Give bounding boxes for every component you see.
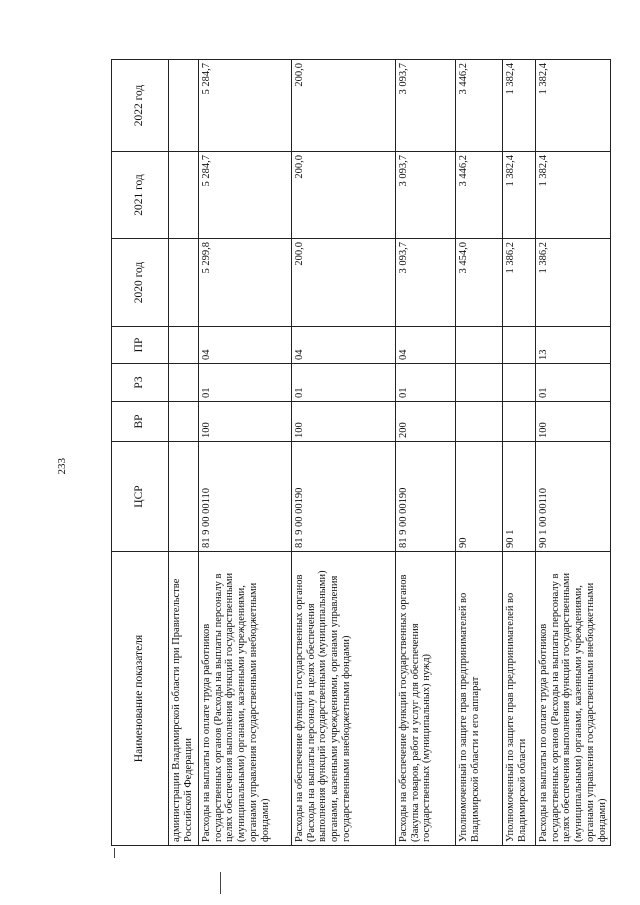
cell-pr: 04: [292, 327, 396, 364]
cell-pr: 04: [199, 327, 292, 364]
cell-2022: 1 382,4: [503, 60, 536, 152]
cell-2020: 1 386,2: [503, 239, 536, 327]
table-row: [503, 60, 536, 846]
cell-name: Расходы на обеспечение функций государственных органов (Закупка товаров, работ и услуг для обеспечения государственных (муниципальных) нужд): [396, 552, 456, 846]
cell-csr: 90 1 00 00110: [536, 442, 611, 552]
header-pr: ПР: [112, 327, 169, 364]
table-row: [292, 60, 396, 846]
cell-rz: [456, 364, 503, 402]
cell-vr: 100: [292, 402, 396, 442]
cell-2020: 1 386,2: [536, 239, 611, 327]
cell-pr: [169, 327, 199, 364]
cell-name: Расходы на выплаты по оплате труда работников государственных органов (Расходы на выплаты персоналу в целях обеспечения выполнения функций государственными (муниципальными) органами, казенными учреждениями, органами управления государственными внебюджетными фондами): [199, 552, 292, 846]
cell-2022: 3 446,2: [456, 60, 503, 152]
cell-rz: [503, 364, 536, 402]
cell-rz: 01: [396, 364, 456, 402]
cell-name: Уполномоченный по защите прав предпринимателей во Владимирской области и его аппарат: [456, 552, 503, 846]
header-rz: РЗ: [112, 364, 169, 402]
cell-vr: [169, 402, 199, 442]
cell-rz: [169, 364, 199, 402]
cell-2020: 200,0: [292, 239, 396, 327]
cell-pr: 04: [396, 327, 456, 364]
cell-2021: 200,0: [292, 152, 396, 239]
budget-table-rotated: [111, 60, 609, 846]
cell-csr: 90: [456, 442, 503, 552]
cell-pr: [456, 327, 503, 364]
page-number: 233: [56, 458, 68, 475]
cell-2022: [169, 60, 199, 152]
cell-2020: 3 093,7: [396, 239, 456, 327]
cell-vr: 100: [536, 402, 611, 442]
cell-csr: 81 9 00 00190: [292, 442, 396, 552]
header-name: Наименование показателя: [112, 552, 169, 846]
cell-2020: [169, 239, 199, 327]
cell-2021: 1 382,4: [536, 152, 611, 239]
cell-vr: 100: [199, 402, 292, 442]
cell-rz: 01: [292, 364, 396, 402]
cell-2022: 1 382,4: [536, 60, 611, 152]
table-header-row: [112, 60, 169, 846]
margin-mark: [220, 872, 221, 894]
header-2020: 2020 год: [112, 239, 169, 327]
cell-csr: 81 9 00 00190: [396, 442, 456, 552]
budget-table: [111, 59, 611, 846]
header-2022: 2022 год: [112, 60, 169, 152]
margin-mark: [114, 848, 115, 858]
cell-csr: 90 1: [503, 442, 536, 552]
table-row: [199, 60, 292, 846]
table-row: [536, 60, 611, 846]
cell-2022: 3 093,7: [396, 60, 456, 152]
table-row: [169, 60, 199, 846]
cell-2020: 5 299,8: [199, 239, 292, 327]
cell-pr: [503, 327, 536, 364]
cell-name: Уполномоченный по защите прав предпринимателей во Владимирской области: [503, 552, 536, 846]
cell-2022: 200,0: [292, 60, 396, 152]
cell-2020: 3 454,0: [456, 239, 503, 327]
cell-2021: 3 446,2: [456, 152, 503, 239]
header-vr: ВР: [112, 402, 169, 442]
budget-table-frame: [111, 60, 609, 846]
header-2021: 2021 год: [112, 152, 169, 239]
cell-2021: 5 284,7: [199, 152, 292, 239]
cell-name: Расходы на выплаты по оплате труда работников государственных органов (Расходы на выплаты персоналу в целях обеспечения выполнения функций государственными (муниципальными) органами, казенными учреждениями, органами управления государственными внебюджетными фондами): [536, 552, 611, 846]
cell-vr: 200: [396, 402, 456, 442]
cell-pr: 13: [536, 327, 611, 364]
cell-2021: 1 382,4: [503, 152, 536, 239]
cell-rz: 01: [536, 364, 611, 402]
cell-vr: [503, 402, 536, 442]
cell-2022: 5 284,7: [199, 60, 292, 152]
cell-2021: [169, 152, 199, 239]
table-row: [456, 60, 503, 846]
cell-2021: 3 093,7: [396, 152, 456, 239]
table-row: [396, 60, 456, 846]
cell-csr: [169, 442, 199, 552]
cell-name: Расходы на обеспечение функций государственных органов (Расходы на выплаты персоналу в целях обеспечения выполнения функций государственными (муниципальными) органами, казенными учреждениями, органами управления государственными внебюджетными фондами): [292, 552, 396, 846]
header-csr: ЦСР: [112, 442, 169, 552]
cell-csr: 81 9 00 00110: [199, 442, 292, 552]
cell-vr: [456, 402, 503, 442]
cell-rz: 01: [199, 364, 292, 402]
cell-name: администрации Владимирской области при Правительстве Российской Федерации: [169, 552, 199, 846]
